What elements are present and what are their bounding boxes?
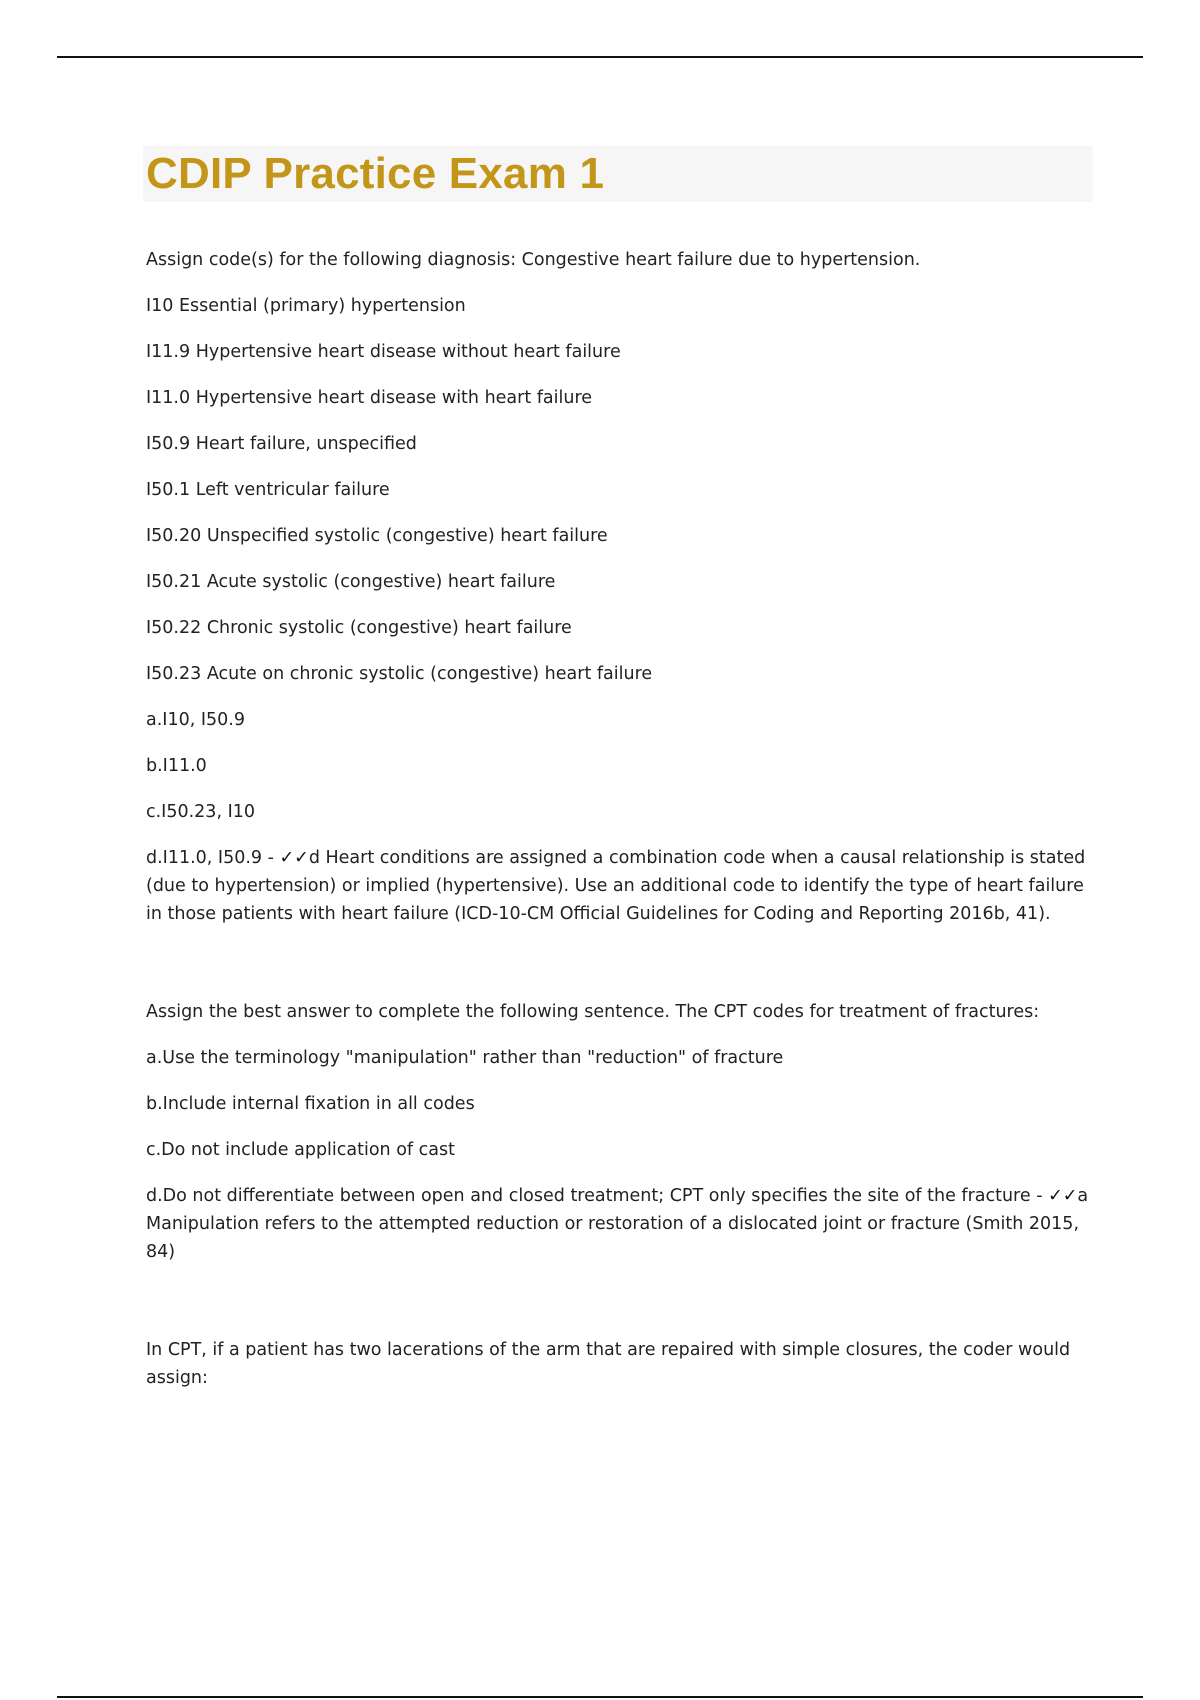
checkmark-icon: ✓✓ [279,848,309,868]
answer-option-a: a.Use the terminology "manipulation" rather than "reduction" of fracture [146,1048,784,1068]
reference-code: I11.0 Hypertensive heart disease with heart failure [146,388,593,408]
question-1 [146,246,1094,928]
answer-option-c: c.I50.23, I10 [146,802,255,822]
reference-code: I50.21 Acute systolic (congestive) heart failure [146,572,556,592]
answer-option-c: c.Do not include application of cast [146,1140,455,1160]
page-title: CDIP Practice Exam 1 [146,149,605,198]
question-text: Assign the best answer to complete the following sentence. The CPT codes for treatment of fractures: [146,1002,1040,1022]
checkmark-icon: ✓✓ [1048,1186,1078,1206]
exam-content [146,246,1094,1410]
answer-option-d-with-rationale [146,1182,1094,1266]
answer-option-d: d.Do not differentiate between open and closed treatment; CPT only specifies the site of the fracture - [146,1186,1049,1206]
answer-rationale: d Heart conditions are assigned a combination code when a causal relationship is stated (due to hypertension) or implied (hypertensive). Use an additional code to identify the type of heart failure in those patients with heart failure (ICD-10-CM Official Guidelines for Coding and Reporting 2016b, 41). [146,848,1086,924]
reference-code: I50.22 Chronic systolic (congestive) heart failure [146,618,572,638]
reference-code: I11.9 Hypertensive heart disease without heart failure [146,342,621,362]
answer-option-b: b.Include internal fixation in all codes [146,1094,475,1114]
reference-code: I50.9 Heart failure, unspecified [146,434,417,454]
reference-code: I50.23 Acute on chronic systolic (congestive) heart failure [146,664,653,684]
top-rule [57,56,1143,58]
question-3 [146,1336,1094,1392]
answer-option-d: d.I11.0, I50.9 - [146,848,280,868]
reference-code: I10 Essential (primary) hypertension [146,296,466,316]
question-text: Assign code(s) for the following diagnosis: Congestive heart failure due to hypertension. [146,250,921,270]
answer-rationale: a Manipulation refers to the attempted reduction or restoration of a dislocated joint or fracture (Smith 2015, 84) [146,1186,1089,1262]
bottom-rule [57,1696,1143,1698]
reference-code: I50.20 Unspecified systolic (congestive) heart failure [146,526,608,546]
answer-option-d-with-rationale [146,844,1094,928]
question-2 [146,998,1094,1266]
answer-option-b: b.I11.0 [146,756,207,776]
answer-option-a: a.I10, I50.9 [146,710,245,730]
question-text: In CPT, if a patient has two lacerations of the arm that are repaired with simple closures, the coder would assign: [146,1340,1071,1388]
reference-code: I50.1 Left ventricular failure [146,480,390,500]
